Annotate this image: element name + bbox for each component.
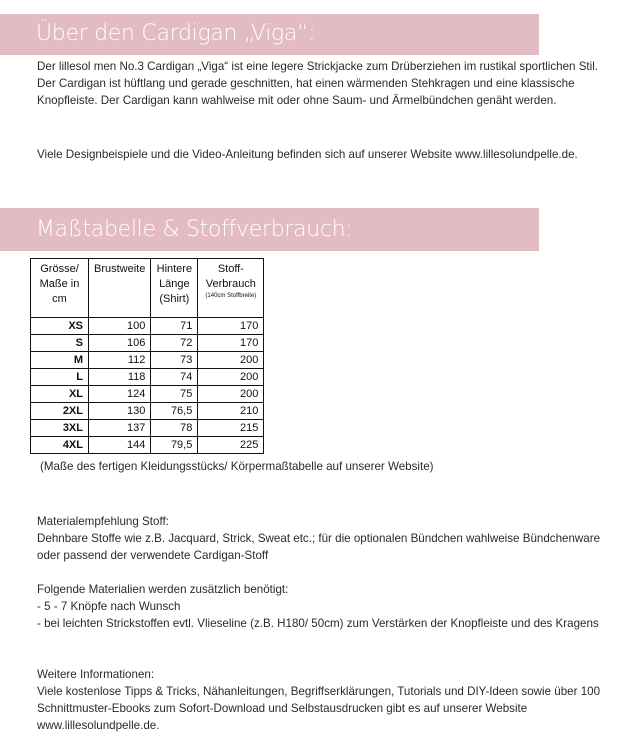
header-fabric: Stoff-Verbrauch (140cm Stoffbreite) <box>198 259 264 318</box>
cell-length: 73 <box>151 352 198 369</box>
cell-size: S <box>31 335 89 352</box>
additional-item-interfacing: - bei leichten Strickstoffen evtl. Vlieseline (z.B. H180/ 50cm) zum Verstärken der Knopfleiste und des Kragens <box>37 617 599 630</box>
info-text: Viele kostenlose Tipps & Tricks, Nähanleitungen, Begriffserklärungen, Tutorials und DIY-Ideen sowie über 100 Schnittmuster-Ebooks zum Sofort-Download und Selbstausdrucken gibt es auf unserer Website www.lillesolundpelle.de. <box>37 685 601 732</box>
cell-size: 4XL <box>31 437 89 454</box>
table-row <box>31 403 264 420</box>
section-title-cardigan: Über den Cardigan „Viga“: <box>36 21 316 46</box>
cell-fabric: 200 <box>198 386 264 403</box>
additional-item-buttons: - 5 - 7 Knöpfe nach Wunsch <box>37 600 181 613</box>
material-text: Dehnbare Stoffe wie z.B. Jacquard, Strick, Sweat etc.; für die optionalen Bündchen wahlweise Bündchenware oder passend der verwendete Cardigan-Stoff <box>37 532 601 562</box>
cell-length: 76,5 <box>151 403 198 420</box>
cell-chest: 144 <box>89 437 151 454</box>
cell-chest: 130 <box>89 403 151 420</box>
cell-chest: 124 <box>89 386 151 403</box>
cell-chest: 118 <box>89 369 151 386</box>
cell-size: M <box>31 352 89 369</box>
cell-fabric: 215 <box>198 420 264 437</box>
material-heading: Materialempfehlung Stoff: <box>37 515 169 528</box>
table-row <box>31 335 264 352</box>
cell-size: L <box>31 369 89 386</box>
cell-length: 72 <box>151 335 198 352</box>
table-row <box>31 318 264 335</box>
table-row <box>31 352 264 369</box>
cell-fabric: 225 <box>198 437 264 454</box>
section-banner-size-chart <box>0 208 539 251</box>
cell-length: 74 <box>151 369 198 386</box>
cell-fabric: 200 <box>198 369 264 386</box>
cell-fabric: 170 <box>198 318 264 335</box>
cell-length: 71 <box>151 318 198 335</box>
cell-length: 79,5 <box>151 437 198 454</box>
cell-fabric: 170 <box>198 335 264 352</box>
cell-chest: 137 <box>89 420 151 437</box>
cell-fabric: 210 <box>198 403 264 420</box>
info-heading: Weitere Informationen: <box>37 668 155 681</box>
section-banner-cardigan <box>0 14 539 55</box>
cell-chest: 112 <box>89 352 151 369</box>
table-row <box>31 420 264 437</box>
section-title-size-chart: Maßtabelle & Stoffverbrauch: <box>36 217 353 242</box>
table-row <box>31 386 264 403</box>
cell-length: 75 <box>151 386 198 403</box>
cell-size: XL <box>31 386 89 403</box>
size-table-header-row <box>31 259 264 318</box>
table-note: (Maße des fertigen Kleidungsstücks/ Körpermaßtabelle auf unserer Website) <box>40 460 434 473</box>
additional-heading: Folgende Materialien werden zusätzlich benötigt: <box>37 583 289 596</box>
size-table <box>30 258 264 454</box>
cell-size: 3XL <box>31 420 89 437</box>
intro-paragraph: Der lillesol men No.3 Cardigan „Viga“ ist eine legere Strickjacke zum Drüberziehen im rustikal sportlichen Stil. Der Cardigan ist hüftlang und gerade geschnitten, hat einen wärmenden Stehkragen und eine klassische Knopfleiste. Der Cardigan kann wahlweise mit oder ohne Saum- und Ärmelbündchen genäht werden. <box>37 60 599 107</box>
website-paragraph: Viele Designbeispiele und die Video-Anleitung befinden sich auf unserer Website www.lillesolundpelle.de. <box>37 148 578 161</box>
cell-size: XS <box>31 318 89 335</box>
table-row <box>31 369 264 386</box>
header-length: Hintere Länge (Shirt) <box>151 259 198 318</box>
cell-size: 2XL <box>31 403 89 420</box>
cell-fabric: 200 <box>198 352 264 369</box>
cell-chest: 106 <box>89 335 151 352</box>
header-size: Grösse/ Maße in cm <box>31 259 89 318</box>
header-chest: Brustweite <box>89 259 151 318</box>
cell-length: 78 <box>151 420 198 437</box>
table-row <box>31 437 264 454</box>
cell-chest: 100 <box>89 318 151 335</box>
header-fabric-note: (140cm Stoffbreite) <box>205 293 257 299</box>
